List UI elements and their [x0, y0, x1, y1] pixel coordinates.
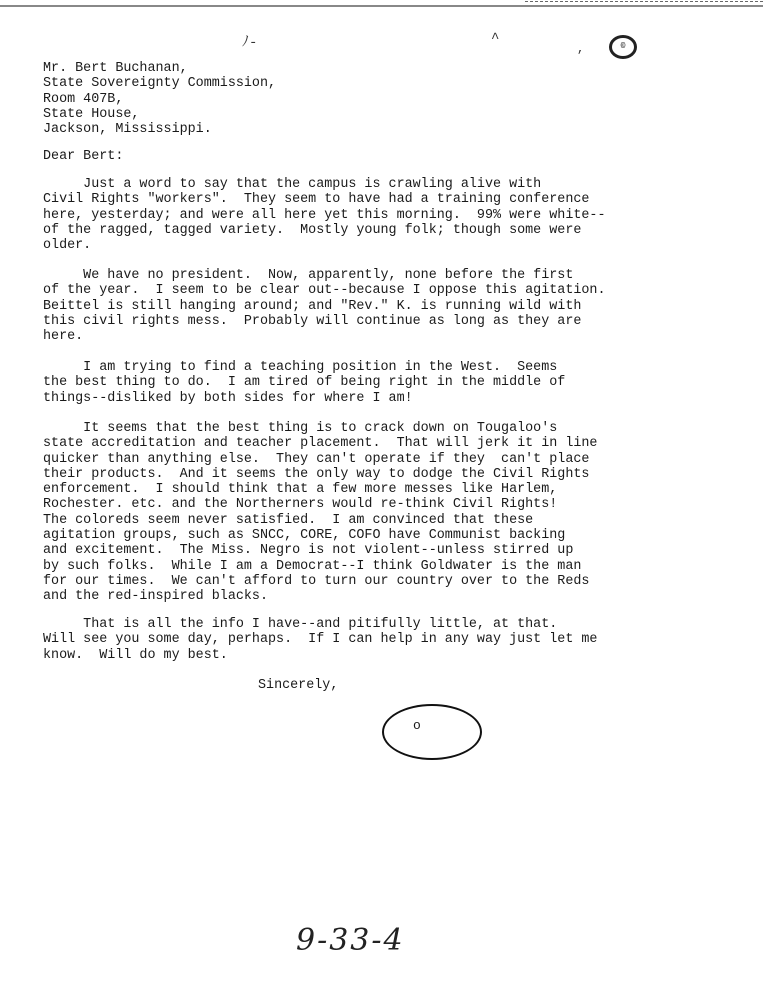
closing-text: Sincerely,	[258, 678, 339, 693]
salutation	[43, 149, 123, 164]
paragraph-line: older.	[43, 238, 92, 254]
paragraph-line: their products. And it seems the only way to dodge the Civil Rights	[43, 466, 590, 482]
paragraph-line: and the red-inspired blacks.	[43, 589, 268, 605]
paragraph-line: agitation groups, such as SNCC, CORE, COFO have Communist backing	[43, 528, 566, 544]
paragraph-5	[43, 617, 597, 663]
circled-stamp: ©	[609, 35, 637, 59]
paragraph-line: for our times. We can't afford to turn our country over to the Reds	[43, 573, 590, 589]
paragraph-line: here.	[43, 329, 84, 345]
paragraph-line: here, yesterday; and were all here yet this morning. 99% were white--	[43, 207, 606, 223]
salutation-text: Dear Bert:	[43, 149, 124, 164]
signature-redaction-oval	[382, 704, 482, 760]
paragraph-line: by such folks. While I am a Democrat--I think Goldwater is the man	[43, 558, 582, 574]
address-line: State Sovereignty Commission,	[43, 76, 277, 92]
paragraph-line: things--disliked by both sides for where I am!	[43, 390, 413, 406]
handwritten-mark-dot: ,	[577, 42, 585, 56]
paragraph-line: state accreditation and teacher placement. That will jerk it in line	[43, 436, 598, 452]
paragraph-line: Just a word to say that the campus is crawling alive with	[43, 177, 542, 192]
paragraph-line: of the year. I seem to be clear out--because I oppose this agitation.	[43, 283, 606, 299]
address-line: Room 407B,	[43, 91, 124, 107]
address-line: Jackson, Mississippi.	[43, 122, 212, 138]
paragraph-line: I am trying to find a teaching position in the West. Seems	[43, 360, 558, 375]
paragraph-line: We have no president. Now, apparently, none before the first	[43, 268, 574, 283]
paragraph-line: The coloreds seem never satisfied. I am convinced that these	[43, 512, 534, 528]
paragraph-1	[43, 177, 606, 253]
document-number: 9-33-4	[296, 923, 405, 958]
signature-mark: o	[413, 718, 421, 733]
paragraph-2	[43, 268, 606, 344]
paragraph-line: this civil rights mess. Probably will continue as long as they are	[43, 313, 582, 329]
paragraph-line: Beittel is still hanging around; and "Rev." K. is running wild with	[43, 298, 582, 314]
paragraph-line: the best thing to do. I am tired of being right in the middle of	[43, 375, 566, 391]
paragraph-line: It seems that the best thing is to crack down on Tougaloo's	[43, 421, 558, 436]
paragraph-line: enforcement. I should think that a few more messes like Harlem,	[43, 482, 558, 498]
paragraph-line: That is all the info I have--and pitifully little, at that.	[43, 617, 558, 632]
paragraph-line: Will see you some day, perhaps. If I can help in any way just let me	[43, 632, 598, 648]
paragraph-line: know. Will do my best.	[43, 647, 228, 663]
closing	[258, 678, 338, 693]
handwritten-mark-right: ^	[491, 31, 500, 47]
paragraph-4	[43, 421, 597, 605]
paragraph-line: Rochester. etc. and the Northerners would re-think Civil Rights!	[43, 497, 558, 513]
recipient-address	[43, 61, 276, 137]
paragraph-line: of the ragged, tagged variety. Mostly young folk; though some were	[43, 222, 582, 238]
paragraph-line: quicker than anything else. They can't operate if they can't place	[43, 451, 590, 467]
paragraph-3	[43, 360, 565, 406]
paragraph-line: Civil Rights "workers". They seem to have had a training conference	[43, 192, 590, 208]
paragraph-line: and excitement. The Miss. Negro is not violent--unless stirred up	[43, 543, 574, 559]
handwritten-mark-left: ﾉ-	[242, 35, 258, 51]
top-edge-line	[0, 5, 763, 7]
address-line: Mr. Bert Buchanan,	[43, 61, 188, 76]
top-edge-dashes	[525, 1, 763, 2]
address-line: State House,	[43, 106, 140, 122]
